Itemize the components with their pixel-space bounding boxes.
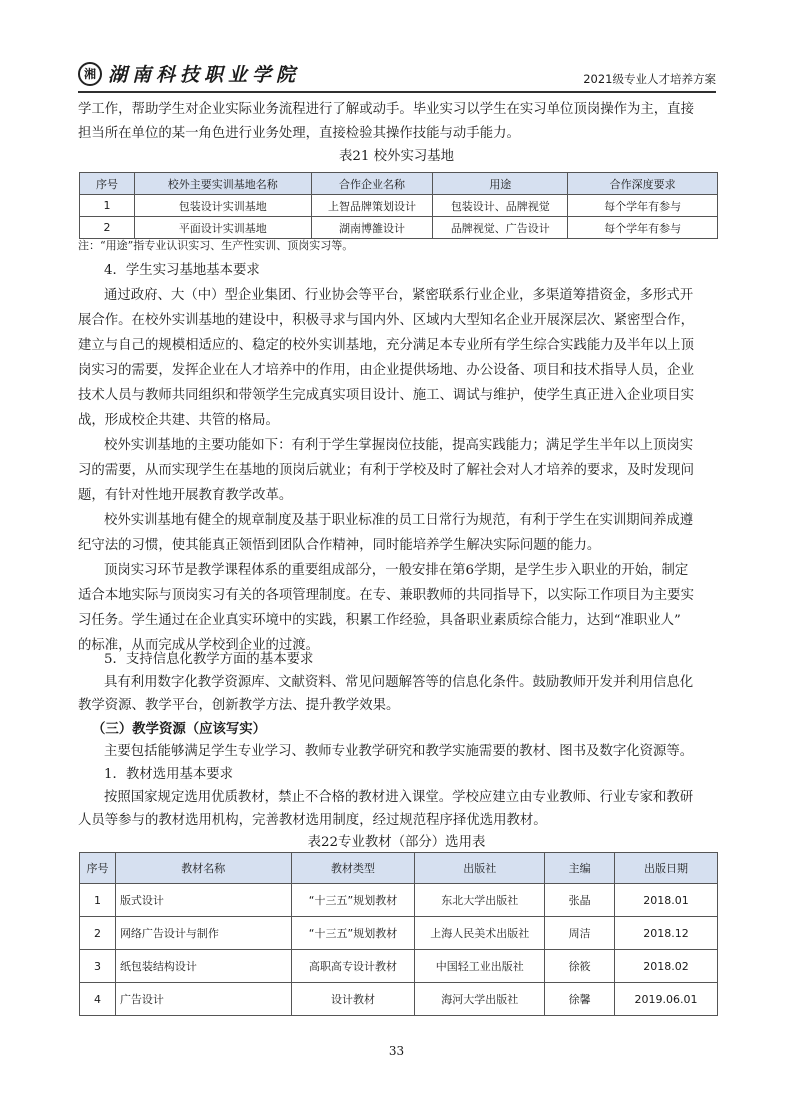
table-cell: 品牌视觉、广告设计 [433, 217, 568, 239]
table-cell: 网络广告设计与制作 [115, 917, 291, 950]
page-header [78, 61, 716, 93]
table-cell: 设计教材 [291, 983, 415, 1016]
column-header: 主编 [545, 853, 615, 884]
table-cell: 2018.01 [615, 884, 718, 917]
table-cell: 1 [80, 884, 116, 917]
column-header: 出版日期 [615, 853, 718, 884]
table-cell: 包装设计实训基地 [134, 195, 311, 217]
table-cell: 徐馨 [545, 983, 615, 1016]
body-line: 题，有针对性地开展教育教学改革。 [78, 488, 293, 503]
body-line: 顶岗实习环节是教学课程体系的重要组成部分，一般安排在第6学期，是学生步入职业的开始，制定 [104, 563, 689, 578]
table-22 [79, 852, 718, 1016]
body-line: 技术人员与教师共同组织和带领学生完成真实项目设计、施工、调试与维护，使学生真正进入企业项目实 [78, 388, 694, 403]
table-row [80, 884, 718, 917]
table-cell: 每个学年有参与 [568, 217, 718, 239]
table-cell: 1 [80, 195, 135, 217]
table-cell: 周洁 [545, 917, 615, 950]
column-header: 序号 [80, 853, 116, 884]
table-cell: 版式设计 [115, 884, 291, 917]
table-22-caption: 表22专业教材（部分）选用表 [307, 835, 486, 850]
table-cell: 徐筱 [545, 950, 615, 983]
table-row [80, 983, 718, 1016]
body-line: 岗实习的需要，发挥企业在人才培养中的作用，由企业提供场地、办公设备、项目和技术指导人员，企业 [78, 363, 694, 378]
table-cell: 广告设计 [115, 983, 291, 1016]
column-header: 用途 [433, 173, 568, 195]
table-cell: 高职高专设计教材 [291, 950, 415, 983]
table-row [80, 195, 718, 217]
table-21-caption: 表21 校外实习基地 [338, 149, 455, 164]
body-line: 的标准，从而完成从学校到企业的过渡。 [78, 638, 320, 653]
table-header-row [80, 173, 718, 195]
school-logo [78, 60, 300, 87]
table-cell: 纸包装结构设计 [115, 950, 291, 983]
column-header: 教材类型 [291, 853, 415, 884]
document-title: 2021级专业人才培养方案 [583, 72, 716, 86]
body-line: 校外实训基地有健全的规章制度及基于职业标准的员工日常行为规范，有利于学生在实训期间养成遵 [104, 513, 694, 528]
column-header: 序号 [80, 173, 135, 195]
table-cell: 上智品牌策划设计 [311, 195, 433, 217]
table-cell: 中国轻工业出版社 [415, 950, 545, 983]
table-row [80, 917, 718, 950]
body-line: 人员等参与的教材选用机构，完善教材选用制度，经过规范程序择优选用教材。 [78, 813, 547, 828]
table-row [80, 217, 718, 239]
body-line: 担当所在单位的某一角色进行业务处理，直接检验其操作技能与动手能力。 [78, 126, 520, 141]
body-line: 学工作，帮助学生对企业实际业务流程进行了解或动手。毕业实习以学生在实习单位顶岗操作为主，直接 [78, 102, 694, 117]
section-4-heading: 4．学生实习基地基本要求 [104, 263, 260, 278]
table-cell: 2019.06.01 [615, 983, 718, 1016]
table-cell: 2 [80, 917, 116, 950]
table-cell: 每个学年有参与 [568, 195, 718, 217]
table-header-row [80, 853, 718, 884]
body-line: 主要包括能够满足学生专业学习、教师专业教学研究和教学实施需要的教材、图书及数字化资源等。 [104, 744, 694, 759]
school-name: 湖南科技职业学院 [108, 64, 301, 86]
section-5-heading: 5．支持信息化教学方面的基本要求 [104, 652, 314, 667]
table-cell: 上海人民美术出版社 [415, 917, 545, 950]
body-line: 纪守法的习惯，使其能真正领悟到团队合作精神，同时能培养学生解决实际问题的能力。 [78, 538, 601, 553]
table-cell: 4 [80, 983, 116, 1016]
school-seal-icon: 湘 [78, 62, 102, 86]
body-line: 适合本地实际与顶岗实习有关的各项管理制度。在专、兼职教师的共同指导下，以实际工作项目为主要实 [78, 588, 694, 603]
column-header: 出版社 [415, 853, 545, 884]
body-line: 习的需要，从而实现学生在基地的顶岗后就业；有利于学校及时了解社会对人才培养的要求，及时发现问 [78, 463, 694, 478]
body-line: 按照国家规定选用优质教材，禁止不合格的教材进入课堂。学校应建立由专业教师、行业专家和教研 [104, 790, 694, 805]
table-cell: 3 [80, 950, 116, 983]
table-cell: 平面设计实训基地 [134, 217, 311, 239]
body-line: 校外实训基地的主要功能如下：有利于学生掌握岗位技能，提高实践能力；满足学生半年以上顶岗实 [104, 438, 694, 453]
column-header: 教材名称 [115, 853, 291, 884]
body-line: 习任务。学生通过在企业真实环境中的实践，积累工作经验，具备职业素质综合能力，达到“准职业人” [78, 613, 681, 628]
table-cell: 海河大学出版社 [415, 983, 545, 1016]
table-cell: 2018.12 [615, 917, 718, 950]
body-line: 展合作。在校外实训基地的建设中，积极寻求与国内外、区域内大型知名企业开展深层次、紧密型合作， [78, 313, 694, 328]
body-line: 具有利用数字化教学资源库、文献资料、常见问题解答等的信息化条件。鼓励教师开发并利用信息化 [104, 675, 694, 690]
table-cell: 张晶 [545, 884, 615, 917]
table-row [80, 950, 718, 983]
table-cell: 2 [80, 217, 135, 239]
table-21 [79, 172, 718, 239]
table-cell: “十三五”规划教材 [291, 884, 415, 917]
column-header: 合作企业名称 [311, 173, 433, 195]
section-3-heading: （三）教学资源（应该写实） [92, 721, 267, 737]
table-21-note: 注：“用途”指专业认识实习、生产性实训、顶岗实习等。 [78, 239, 354, 252]
body-line: 战，形成校企共建、共管的格局。 [78, 413, 279, 428]
table-cell: 东北大学出版社 [415, 884, 545, 917]
table-cell: 湖南博雒设计 [311, 217, 433, 239]
body-line: 教学资源、教学平台，创新教学方法、提升教学效果。 [78, 698, 400, 713]
table-cell: 包装设计、品牌视觉 [433, 195, 568, 217]
body-line: 通过政府、大（中）型企业集团、行业协会等平台，紧密联系行业企业，多渠道筹措资金，多形式开 [104, 288, 694, 303]
page-number: 33 [388, 1044, 405, 1058]
subsection-heading: 1．教材选用基本要求 [104, 767, 234, 782]
column-header: 校外主要实训基地名称 [134, 173, 311, 195]
body-line: 建立与自己的规模相适应的、稳定的校外实训基地，充分满足本专业所有学生综合实践能力及半年以上顶 [78, 338, 694, 353]
column-header: 合作深度要求 [568, 173, 718, 195]
table-cell: 2018.02 [615, 950, 718, 983]
table-cell: “十三五”规划教材 [291, 917, 415, 950]
